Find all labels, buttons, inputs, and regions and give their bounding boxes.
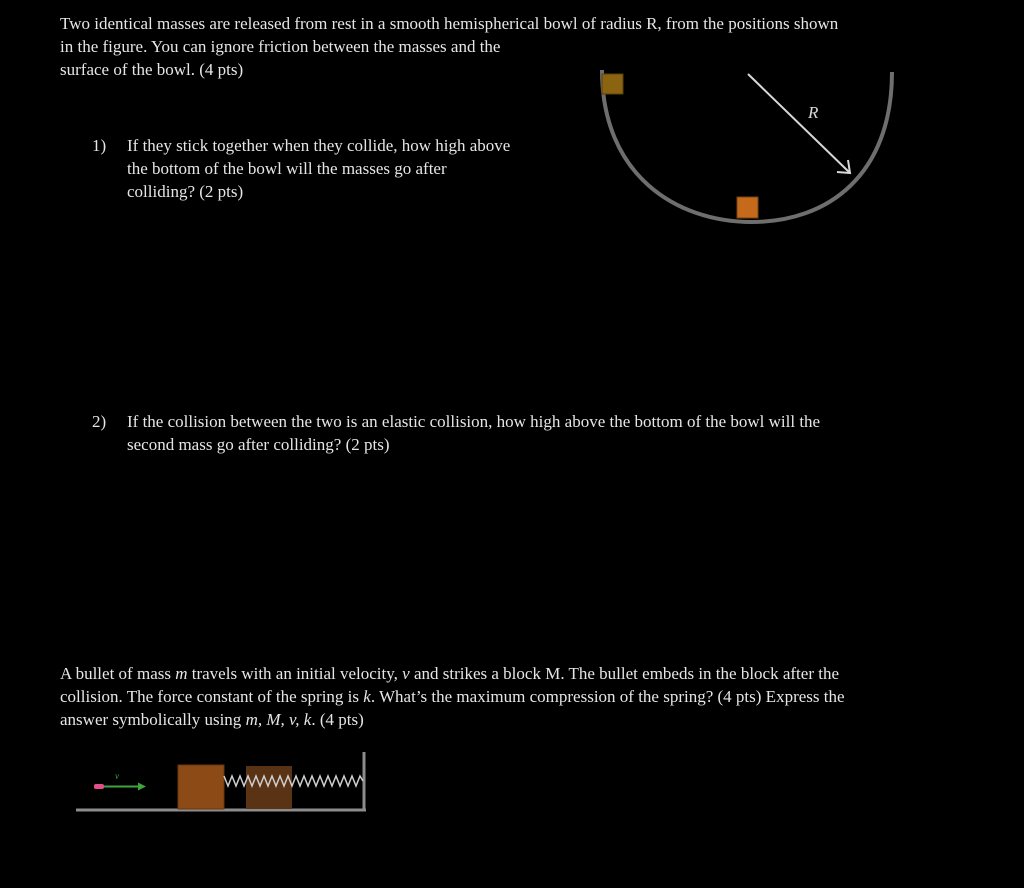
upper-mass: [602, 74, 623, 94]
mass-variable: m: [175, 664, 188, 683]
bullet-problem-line-3: [60, 708, 940, 731]
intro-line-1: Two identical masses are released from rest in a smooth hemispherical bowl of radius R, from the positions shown: [60, 14, 839, 33]
question-2-line-1: If the collision between the two is an elastic collision, how high above the bottom of the bowl will the: [127, 412, 821, 431]
question-1-line-3: colliding? (2 pts): [127, 182, 244, 201]
bullet-problem: [60, 662, 940, 731]
velocity-arrowhead: [138, 783, 146, 791]
radius-arrow: [748, 74, 850, 173]
intro-line-3: surface of the bowl. (4 pts): [60, 60, 244, 79]
question-2-text: [127, 410, 820, 456]
spring: [224, 776, 363, 786]
bullet-text-segment: . What’s the maximum compression of the spring? (4 pts) Express the: [370, 687, 845, 706]
ghost-block: [246, 766, 292, 809]
bullet-problem-line-2: [60, 685, 940, 708]
answer-variables: m, M, v, k: [245, 710, 312, 729]
question-1-text: [127, 134, 510, 203]
bottom-mass: [737, 197, 758, 218]
bowl-figure: [580, 60, 910, 230]
block-m: [178, 765, 224, 809]
bullet-problem-line-1: [60, 662, 940, 685]
radius-label: R: [808, 103, 819, 122]
velocity-variable: v: [402, 664, 410, 683]
spring-constant-variable: k: [363, 687, 371, 706]
bullet-text-segment: and strikes a block M. The bullet embeds in the block after the: [409, 664, 839, 683]
bullet-text-segment: collision. The force constant of the spring is: [60, 687, 364, 706]
question-1-line-1: If they stick together when they collide, how high above: [127, 136, 511, 155]
question-1-line-2: the bottom of the bowl will the masses go after: [127, 159, 447, 178]
bullet-text-segment: answer symbolically using: [60, 710, 246, 729]
intro-line-2: in the figure. You can ignore friction between the masses and the: [60, 37, 501, 56]
question-2-line-2: second mass go after colliding? (2 pts): [127, 435, 390, 454]
question-1-number: 1): [92, 136, 107, 155]
bullet-icon: [94, 784, 104, 789]
velocity-label: v: [115, 771, 119, 781]
spring-block-figure: [70, 748, 380, 823]
bullet-text-segment: A bullet of mass: [60, 664, 176, 683]
bullet-text-segment: . (4 pts): [311, 710, 364, 729]
question-2-number: 2): [92, 412, 107, 431]
bullet-text-segment: travels with an initial velocity,: [187, 664, 403, 683]
